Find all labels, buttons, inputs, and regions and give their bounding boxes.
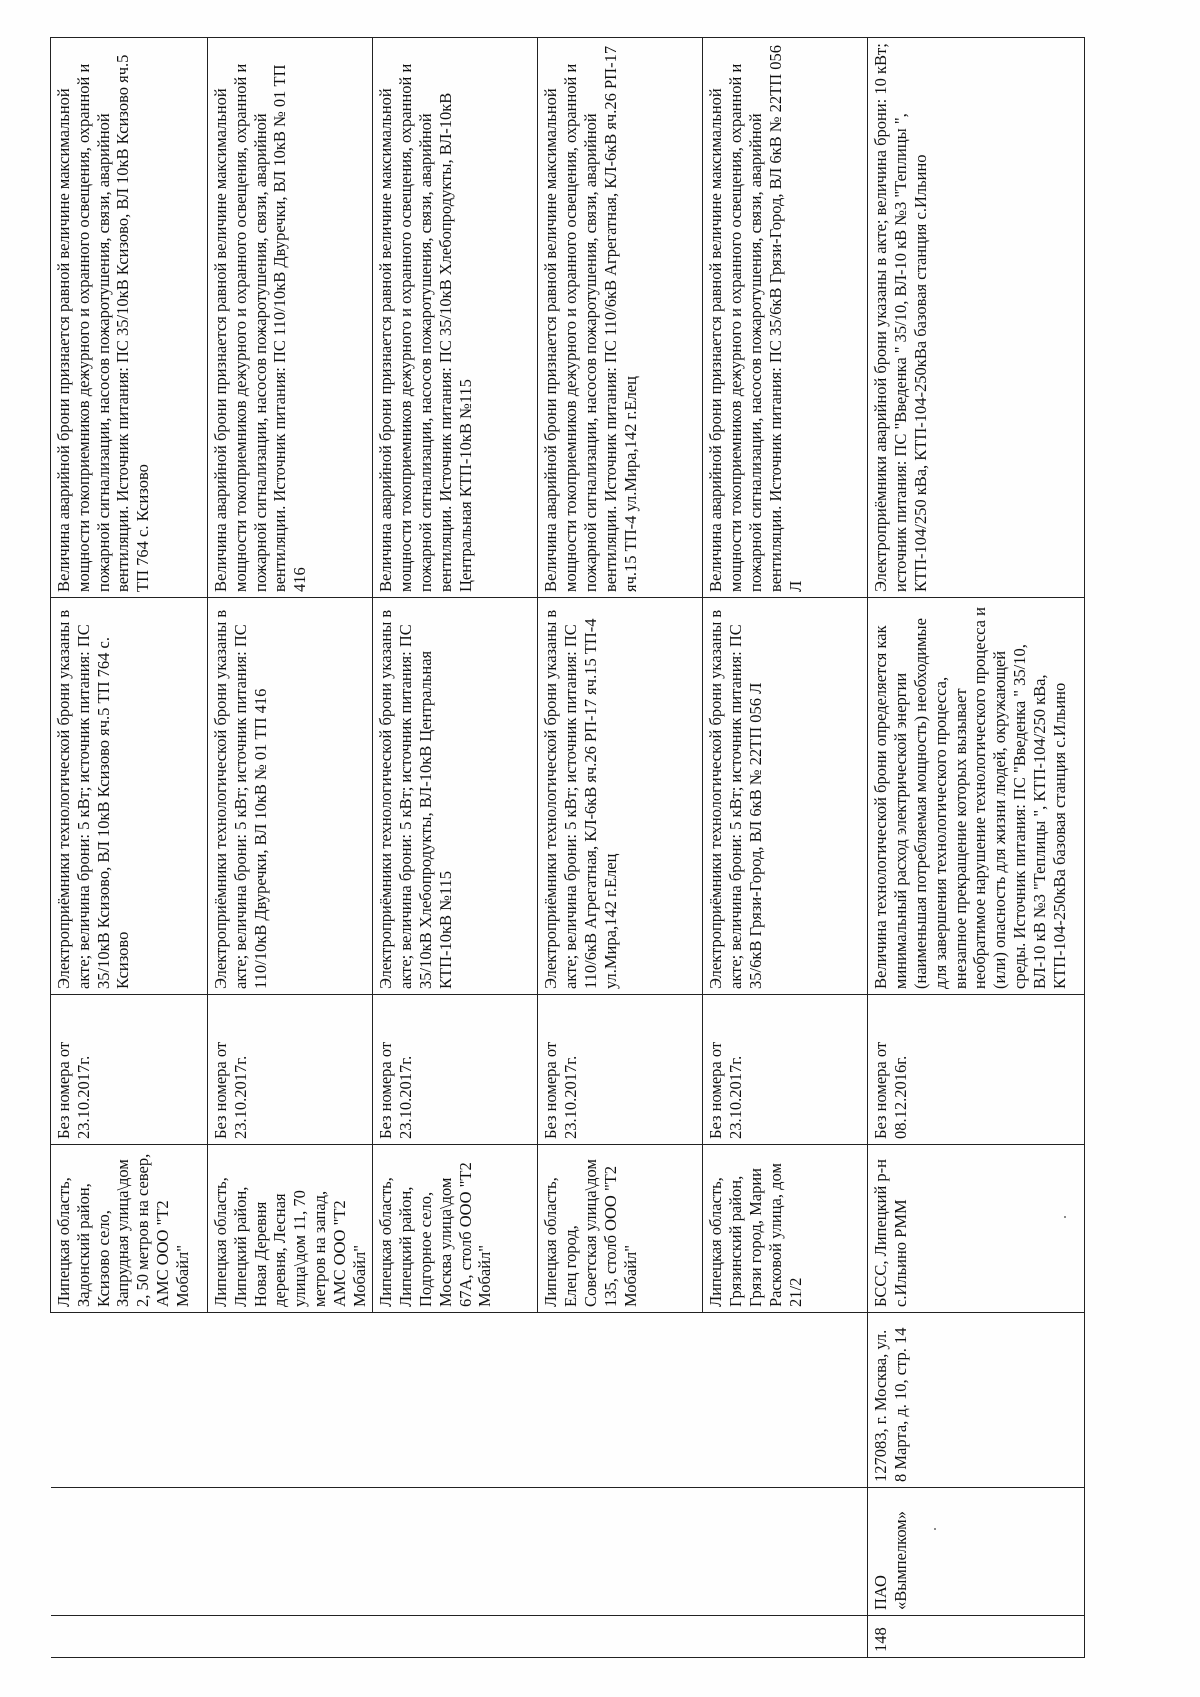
organization-address-cell: [51, 1313, 208, 1488]
organization-cell: ПАО «Вымпелком»: [868, 1488, 1085, 1616]
organization-cell: [538, 1488, 703, 1616]
act-cell: Без номера от 23.10.2017г.: [373, 995, 538, 1145]
rotated-document-page: [50, 38, 1150, 1658]
object-address-cell: Липецкая область, Грязинский район, Грязи город, Марии Расковой улица, дом 21/2: [703, 1145, 868, 1313]
organization-cell: [51, 1488, 208, 1616]
number-cell: 148: [868, 1616, 1085, 1658]
technological-reserve-cell: Электроприёмники технологической брони указаны в акте; величина брони: 5 кВт; источник питания: ПС 35/10кВ Ксизово, ВЛ 10кВ Ксизово яч.5 ТП 764 с. Ксизово: [51, 598, 208, 995]
organization-address-cell: [208, 1313, 373, 1488]
table-row: [868, 38, 1085, 1658]
object-address-cell: Липецкая область, Задонский район, Ксизово село, Запрудная улица\дом 2, 50 метров на север, АМС ООО "Т2 Мобайл": [51, 1145, 208, 1313]
number-cell: [538, 1616, 703, 1658]
emergency-reserve-cell: Величина аварийной брони признается равной величине максимальной мощности токоприемников дежурного и охранного освещения, охранной и пожарной сигнализации, насосов пожаротушения, связи, аварийной вентиляции. Источник питания: ПС 35/10кВ Хлебопродукты, ВЛ-10кВ Центральная КТП-10кВ №115: [373, 38, 538, 598]
technological-reserve-cell: Электроприёмники технологической брони указаны в акте; величина брони: 5 кВт; источник питания: ПС 35/6кВ Грязи-Город, ВЛ 6кВ № 22ТП 056 Л: [703, 598, 868, 995]
act-cell: Без номера от 23.10.2017г.: [51, 995, 208, 1145]
scan-speck: [934, 1528, 936, 1530]
act-cell: Без номера от 23.10.2017г.: [703, 995, 868, 1145]
table-row: [373, 38, 538, 1658]
organization-address-cell: [538, 1313, 703, 1488]
emergency-reserve-cell: Величина аварийной брони признается равной величине максимальной мощности токоприемников дежурного и охранного освещения, охранной и пожарной сигнализации, насосов пожаротушения, связи, аварийной вентиляции. Источник питания: ПС 35/6кВ Грязи-Город, ВЛ 6кВ № 22ТП 056 Л: [703, 38, 868, 598]
organization-cell: [208, 1488, 373, 1616]
organization-cell: [373, 1488, 538, 1616]
object-address-cell: БССС, Липецкий р-н с.Ильино РММ: [868, 1145, 1085, 1313]
number-cell: [373, 1616, 538, 1658]
technological-reserve-cell: Электроприёмники технологической брони указаны в акте; величина брони: 5 кВт; источник питания: ПС 110/10кВ Двуречки, ВЛ 10кВ № 01 ТП 416: [208, 598, 373, 995]
object-address-cell: Липецкая область, Липецкий район, Подгорное село, Москва улица\дом 67А, столб ООО "Т2 Мобайл": [373, 1145, 538, 1313]
object-address-cell: Липецкая область, Елец город, Советская улица\дом 135, столб ООО "Т2 Мобайл": [538, 1145, 703, 1313]
table-row: [703, 38, 868, 1658]
organization-address-cell: 127083, г. Москва, ул. 8 Марта, д. 10, стр. 14: [868, 1313, 1085, 1488]
act-cell: Без номера от 23.10.2017г.: [208, 995, 373, 1145]
table-row: [538, 38, 703, 1658]
emergency-reserve-cell: Электроприёмники аварийной брони указаны в акте; величина брони: 10 кВт; источник питания: ПС "Введенка " 35/10, ВЛ-10 кВ №3 "Теплицы ", КТП-104/250 кВа, КТП-104-250кВа базовая станция с.Ильино: [868, 38, 1085, 598]
act-cell: Без номера от 08.12.2016г.: [868, 995, 1085, 1145]
number-cell: [208, 1616, 373, 1658]
emergency-reserve-cell: Величина аварийной брони признается равной величине максимальной мощности токоприемников дежурного и охранного освещения, охранной и пожарной сигнализации, насосов пожаротушения, связи, аварийной вентиляции. Источник питания: ПС 110/10кВ Двуречки, ВЛ 10кВ № 01 ТП 416: [208, 38, 373, 598]
technological-reserve-cell: Величина технологической брони определяется как минимальный расход электрической энергии (наименьшая потребляемая мощность) необходимые для завершения технологического процесса, внезапное прекращение которых вызывает необратимое нарушение технологического процесса и (или) опасность для жизни людей, окружающей среды. Источник питания: ПС "Введенка " 35/10, ВЛ-10 кВ №3 "Теплицы ", КТП-104/250 кВа, КТП-104-250кВа базовая станция с.Ильино: [868, 598, 1085, 995]
table-row: [208, 38, 373, 1658]
number-cell: [703, 1616, 868, 1658]
number-cell: [51, 1616, 208, 1658]
technological-reserve-cell: Электроприёмники технологической брони указаны в акте; величина брони: 5 кВт; источник питания: ПС 110/6кВ Агрегатная, КЛ-6кВ яч.26 РП-17 яч.15 ТП-4 ул.Мира,142 г.Елец: [538, 598, 703, 995]
act-cell: Без номера от 23.10.2017г.: [538, 995, 703, 1145]
table-row: [51, 38, 208, 1658]
organization-address-cell: [703, 1313, 868, 1488]
emergency-reserve-cell: Величина аварийной брони признается равной величине максимальной мощности токоприемников дежурного и охранного освещения, охранной и пожарной сигнализации, насосов пожаротушения, связи, аварийной вентиляции. Источник питания: ПС 35/10кВ Ксизово, ВЛ 10кВ Ксизово яч.5 ТП 764 с. Ксизово: [51, 38, 208, 598]
emergency-reserve-cell: Величина аварийной брони признается равной величине максимальной мощности токоприемников дежурного и охранного освещения, охранной и пожарной сигнализации, насосов пожаротушения, связи, аварийной вентиляции. Источник питания: ПС 110/6кВ Агрегатная, КЛ-6кВ яч.26 РП-17 яч.15 ТП-4 ул.Мира,142 г.Елец: [538, 38, 703, 598]
technological-reserve-cell: Электроприёмники технологической брони указаны в акте; величина брони: 5 кВт; источник питания: ПС 35/10кВ Хлебопродукты, ВЛ-10кВ Центральная КТП-10кВ №115: [373, 598, 538, 995]
scan-speck: [1064, 1216, 1066, 1218]
organization-cell: [703, 1488, 868, 1616]
organization-address-cell: [373, 1313, 538, 1488]
object-address-cell: Липецкая область, Липецкий район, Новая Деревня деревня, Лесная улица\дом 11, 70 метров на запад, АМС ООО "Т2 Мобайл": [208, 1145, 373, 1313]
power-reservation-table: [50, 37, 1085, 1658]
